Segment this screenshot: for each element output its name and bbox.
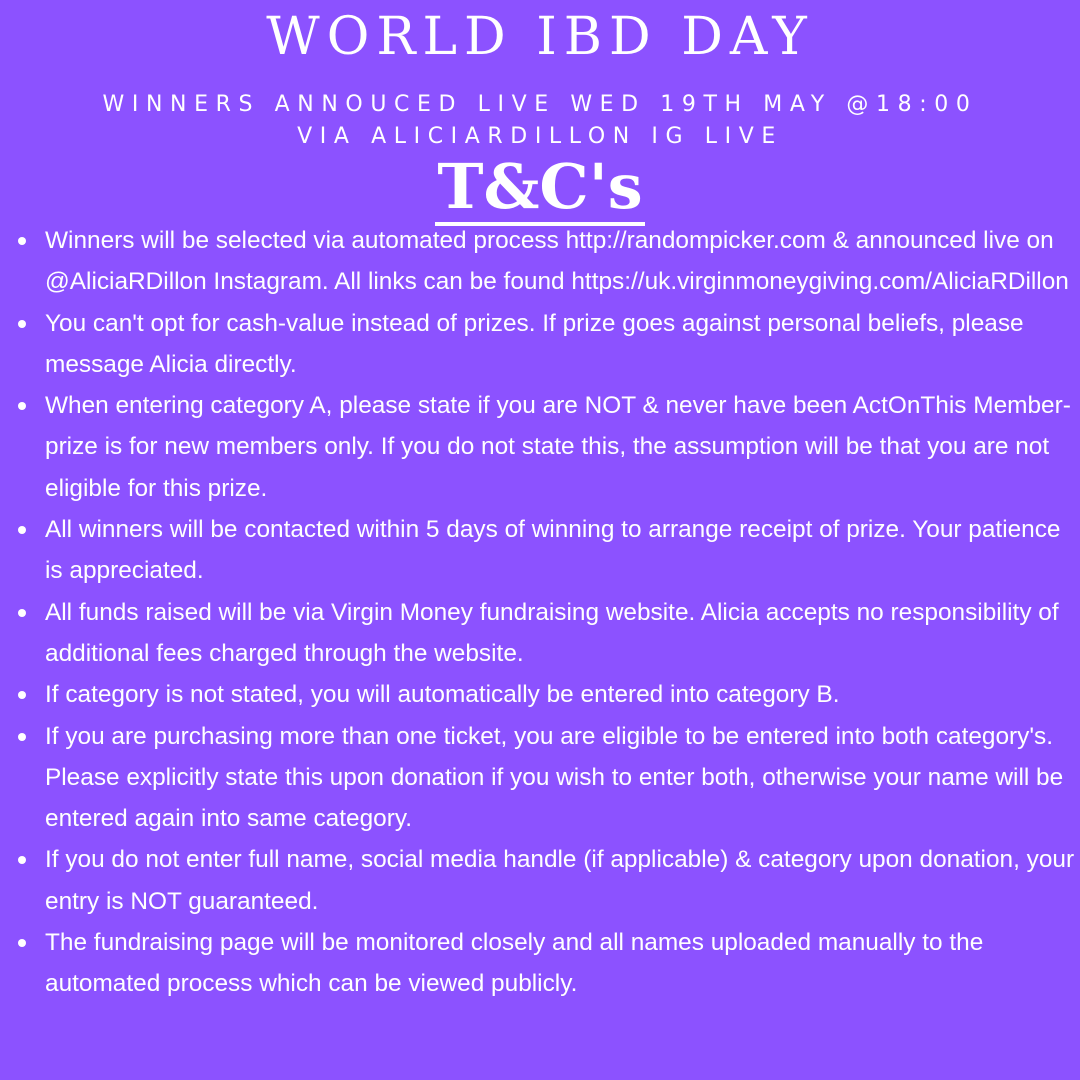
terms-heading-text: T&C's (435, 152, 644, 226)
list-item (14, 674, 1076, 715)
term-text: If you do not enter full name, social media handle (if applicable) & category upon donation, your entry is NOT guaranteed. (45, 846, 1075, 915)
list-item (14, 922, 1076, 1005)
term-text: All winners will be contacted within 5 days of winning to arrange receipt of prize. Your patience is appreciated. (45, 516, 1061, 585)
list-item (14, 385, 1076, 509)
term-text: The fundraising page will be monitored closely and all names uploaded manually to the automated process which can be viewed publicly. (45, 929, 984, 998)
bullet-icon (18, 237, 26, 245)
term-text: All funds raised will be via Virgin Money fundraising website. Alicia accepts no responsibility of additional fees charged through the website. (45, 598, 1059, 667)
term-text: If category is not stated, you will automatically be entered into category B. (45, 681, 840, 709)
list-item (14, 716, 1076, 840)
bullet-icon (18, 402, 26, 410)
bullet-icon (18, 320, 26, 328)
list-item (14, 303, 1076, 386)
term-text: When entering category A, please state if you are NOT & never have been ActOnThis Member- prize is for new members only. If you do not state this, the assumption will be that you are not eligible for this prize. (45, 392, 1071, 502)
announcement-line: WINNERS ANNOUCED LIVE WED 19TH MAY @18:00 (102, 92, 978, 117)
term-text: You can't opt for cash-value instead of prizes. If prize goes against personal beliefs, please message Alicia directly. (45, 309, 1024, 378)
list-item (14, 509, 1076, 592)
term-text: If you are purchasing more than one ticket, you are eligible to be entered into both category's. Please explicitly state this upon donation if you wish to enter both, otherwise your name will be entered again into same category. (45, 722, 1064, 833)
announcement-source-line: VIA ALICIARDILLON IG LIVE (297, 124, 783, 149)
bullet-icon (18, 733, 26, 741)
terms-list (14, 220, 1076, 1005)
bullet-icon (18, 856, 26, 864)
list-item (14, 220, 1076, 303)
list-item (14, 839, 1076, 922)
term-text: Winners will be selected via automated process http://randompicker.com & announced live on @AliciaRDillon Instagram. All links can be found https://uk.virginmoneygiving.com/AliciaRDillon (45, 227, 1069, 296)
terms-heading (0, 152, 1080, 226)
page-title: WORLD IBD DAY (266, 7, 814, 67)
list-item (14, 592, 1076, 675)
bullet-icon (18, 609, 26, 617)
bullet-icon (18, 939, 26, 947)
bullet-icon (18, 526, 26, 534)
bullet-icon (18, 691, 26, 699)
